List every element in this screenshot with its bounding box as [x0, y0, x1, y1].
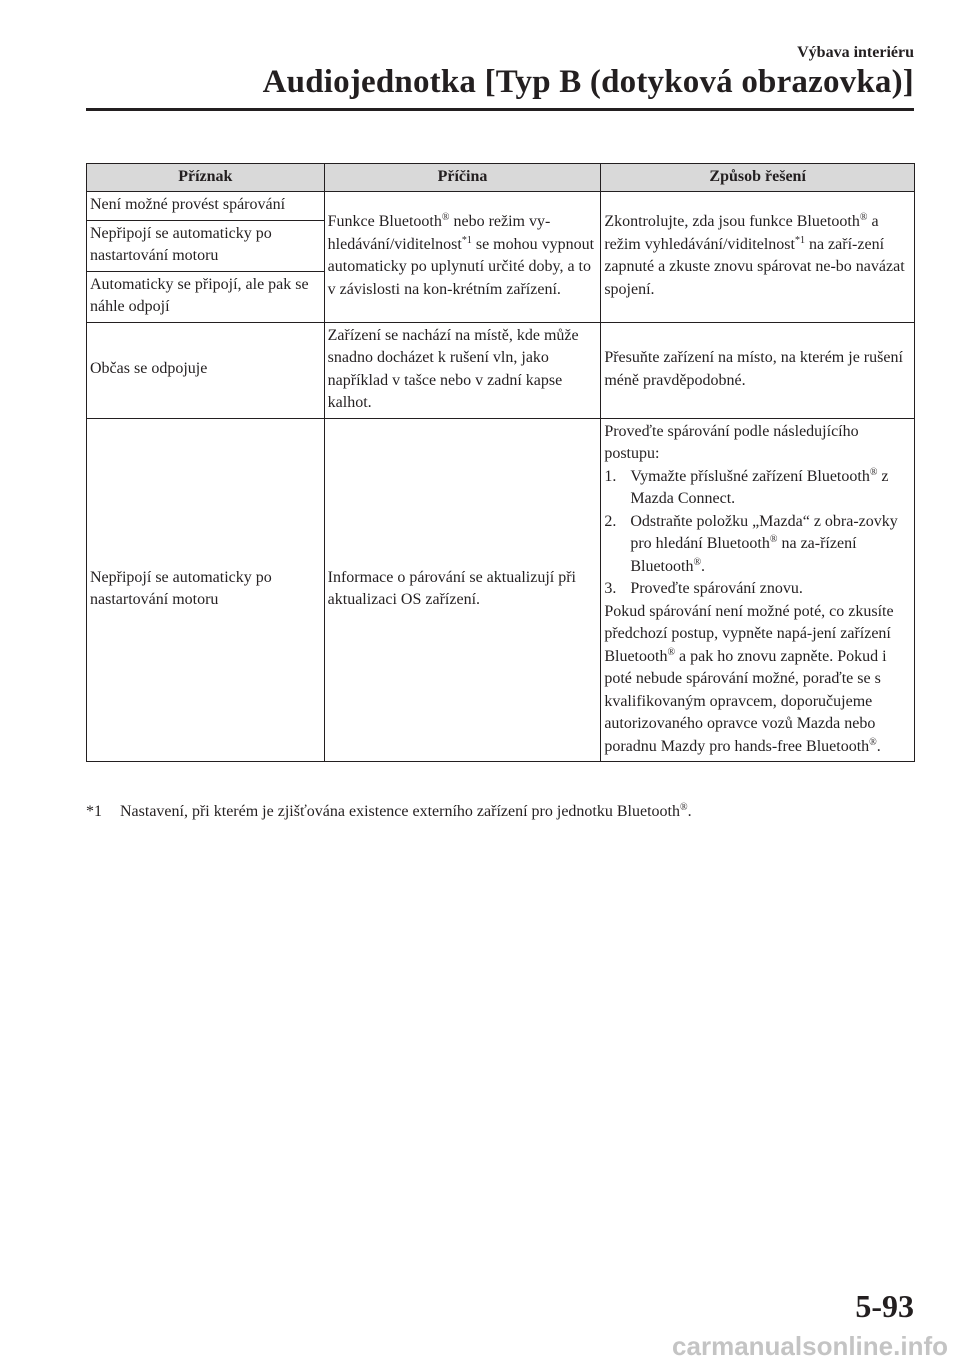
troubleshooting-table — [86, 163, 915, 762]
solution-cell: Zkontrolujte, zda jsou funkce Bluetooth® a režim vyhledávání/viditelnost$^{*1}$ na zaří-zení zapnuté a zkuste znovu spárovat ne-bo navázat spojení. — [601, 192, 915, 323]
solution-step: 3. Proveďte spárování znovu. — [604, 578, 911, 601]
section-label: Výbava interiéru — [797, 44, 914, 61]
symptom-cell: Není možné provést spárování — [87, 192, 325, 221]
solution-intro: Proveďte spárování podle následujícího postupu: — [604, 422, 859, 462]
column-header-solution: Způsob řešení — [601, 164, 915, 192]
page-title: Audiojednotka [Typ B (dotyková obrazovka)] — [262, 64, 914, 100]
footnote-marker: *1 — [86, 803, 102, 820]
table-row — [87, 192, 915, 221]
watermark-text: carmanualsonline.info — [672, 1331, 948, 1361]
table-row — [87, 418, 915, 762]
footnote: *1 Nastavení, při kterém je zjišťována existence externího zařízení pro jednotku Bluetooth®. — [86, 802, 692, 820]
column-header-symptom: Příznak — [87, 164, 325, 192]
symptom-cell: Nepřipojí se automaticky po nastartování motoru — [87, 418, 325, 762]
symptom-cell: Nepřipojí se automaticky po nastartování motoru — [87, 220, 325, 271]
cause-cell: Funkce Bluetooth® nebo režim vy-hledávání/viditelnost$^{*1}$ se mohou vypnout automaticky po uplynutí určité doby, a to v závislosti na kon-krétním zařízení. — [324, 192, 601, 323]
column-header-cause: Příčina — [324, 164, 601, 192]
page-number: 5-93 — [855, 1288, 914, 1324]
table-row — [87, 322, 915, 418]
solution-outro: Pokud spárování není možné poté, co zkusíte předchozí postup, vypněte napá-jení zařízení Bluetooth® a pak ho znovu zapněte. Pokud i poté nebude spárování možné, poraďte se s kvalifikovaným opravcem, doporučujeme autorizovaného opravce vozů Mazda nebo poradnu Mazdy pro hands-free Bluetooth®. — [604, 602, 894, 755]
cause-cell: Zařízení se nachází na místě, kde může snadno docházet k rušení vln, jako například v tašce nebo v zadní kapse kalhot. — [324, 322, 601, 418]
solution-step: 1. Vymažte příslušné zařízení Bluetooth® z Mazda Connect. — [604, 466, 911, 511]
step-number: 1. — [604, 467, 617, 485]
cause-cell: Informace o párování se aktualizují při aktualizaci OS zařízení. — [324, 418, 601, 762]
step-number: 2. — [604, 512, 617, 530]
symptom-cell: Automaticky se připojí, ale pak se náhle odpojí — [87, 271, 325, 322]
solution-cell — [601, 418, 915, 762]
solution-cell: Přesuňte zařízení na místo, na kterém je rušení méně pravděpodobné. — [601, 322, 915, 418]
step-number: 3. — [604, 580, 617, 597]
solution-step: 2. Odstraňte položku „Mazda“ z obra-zovky pro hledání Bluetooth® na za-řízení Bluetooth®. — [604, 511, 911, 579]
table-header-row — [87, 164, 915, 192]
title-divider — [86, 108, 914, 111]
symptom-cell: Občas se odpojuje — [87, 322, 325, 418]
